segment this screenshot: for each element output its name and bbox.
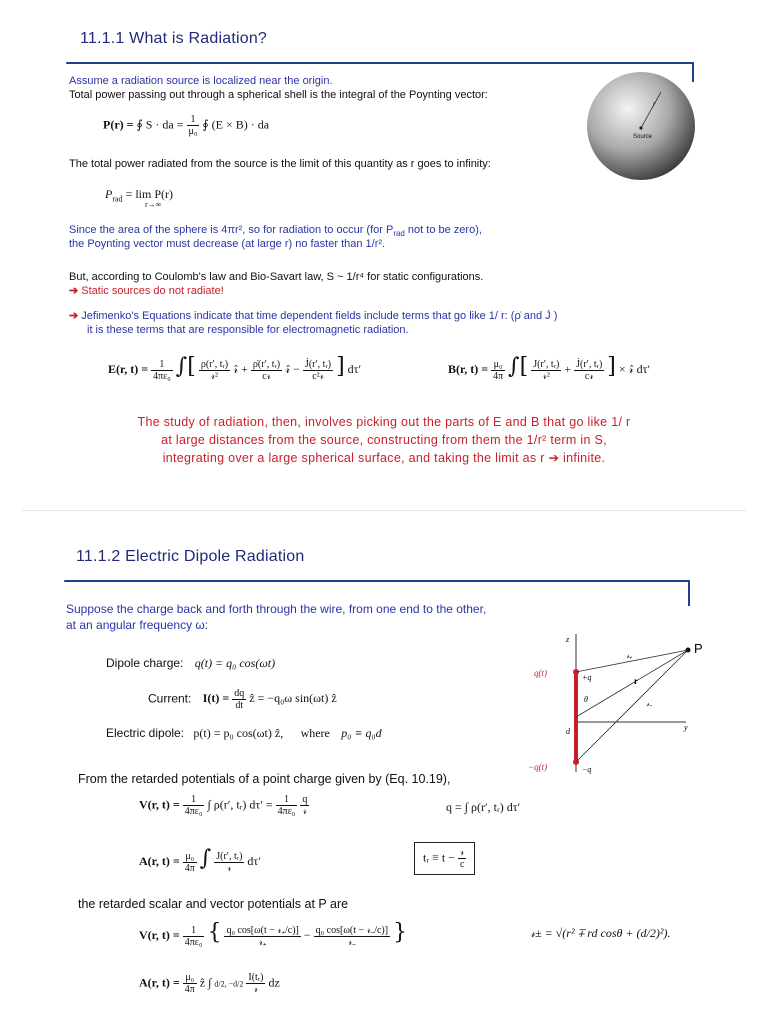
dipole-figure <box>528 630 728 776</box>
section1-title-rule <box>66 62 694 64</box>
section1-title: 11.1.1 What is Radiation? <box>80 30 268 47</box>
intro-line-1: Assume a radiation source is localized near the origin. <box>69 75 333 87</box>
sphere-figure <box>585 70 697 182</box>
equation-power: P(r) = ∮ S · da = $\frac{1}{\text{μ₀}}$ ∮ (E × B) · da <box>103 114 270 137</box>
r-line <box>576 650 688 717</box>
z-axis-label: z <box>566 635 570 644</box>
equation-prad-limit: r→∞ <box>145 200 162 209</box>
equation-V: V(r, t) = $\frac{1}{\text{4πε₀}}$ ∫ ρ(r′, tᵣ) dτ′ = $\frac{1}{\text{4πε₀}}$ $\frac{q}{\text{𝓇}}$ <box>139 794 308 817</box>
area-line-2: the Poynting vector must decrease (at large r) no faster than 1/r². <box>69 238 386 250</box>
static-sources-line: ➔ Static sources do not radiate! <box>69 285 224 297</box>
summary-paragraph <box>40 413 728 467</box>
y-axis-label: y <box>684 723 688 732</box>
summary-line-3: integrating over a large spherical surface, and taking the limit as r ➔ infinite. <box>162 451 606 465</box>
equation-prad: $P_{rad} = \lim P(r)$ <box>105 187 173 204</box>
arrow-icon: ➔ <box>69 285 79 297</box>
r-plus-label: 𝓇₊ <box>626 651 633 660</box>
minus-q-label: −q <box>582 765 592 774</box>
r-label: r <box>634 676 638 686</box>
r-minus-label: 𝓇₋ <box>646 699 653 708</box>
retarded-line: From the retarded potentials of a point charge given by (Eq. 10.19), <box>78 772 451 786</box>
theta-label: θ <box>584 695 588 704</box>
section2-title: 11.1.2 Electric Dipole Radiation <box>76 548 305 565</box>
current-row: Current: I(t) = $\frac{dq}{dt}$ ẑ = −q₀ω sin(ωt) ẑ <box>148 688 337 711</box>
q-plus-label: q(t) <box>534 668 547 678</box>
equation-q-total: q = ∫ ρ(r′, tᵣ) dτ′ <box>446 800 521 814</box>
section2-intro-line-1: Suppose the charge back and forth through the wire, from one end to the other, <box>66 602 487 616</box>
section2-title-rule-tail <box>688 580 690 606</box>
electric-dipole-row: Electric dipole: p(t) = p₀ cos(ωt) ẑ, where p₀ ≡ q₀d <box>106 726 382 740</box>
sphere-source-dot <box>639 126 642 129</box>
plus-q-label: +q <box>582 673 592 682</box>
section2-intro-line-2: at an angular frequency ω: <box>66 618 209 632</box>
sphere-shape <box>587 72 695 180</box>
section2-title-rule <box>64 580 690 582</box>
scalar-vector-line: the retarded scalar and vector potentials at P are <box>78 897 349 911</box>
coulomb-line: But, according to Coulomb's law and Bio-Savart law, S ~ 1/r⁴ for static configurations. <box>69 271 484 283</box>
sphere-source-label: Source <box>633 134 653 140</box>
intro-line-2: Total power passing out through a spherical shell is the integral of the Poynting vector: <box>69 89 488 101</box>
limit-text: The total power radiated from the source is the limit of this quantity as r goes to infinity: <box>69 158 491 170</box>
area-line-1: Since the area of the sphere is 4πr², so for radiation to occur (for $P_{rad}$ not to be zero), <box>69 224 482 239</box>
dipole-charge-row: Dipole charge: q(t) = q₀ cos(ωt) <box>106 656 276 670</box>
sphere-radius-label: r <box>653 100 656 108</box>
jefimenko-line-1: ➔ Jefimenko's Equations indicate that time dependent fields include terms that go like 1/ r: (ρ̇ and J̇ ) <box>69 310 558 322</box>
equation-A-dipole: A(r, t) = $\frac{\text{μ₀}}{4\pi}$ ẑ ∫ d/2, −d/2 $\frac{\text{I(tᵣ)}}{\text{𝓇}}$ dz <box>139 972 280 995</box>
d-label: d <box>566 727 570 736</box>
jefimenko-line-2: it is these terms that are responsible for electromagnetic radiation. <box>87 324 409 336</box>
summary-line-2: at large distances from the source, constructing from them the 1/r² term in S, <box>161 433 607 447</box>
arrow-icon: ➔ <box>69 310 79 322</box>
equation-B-field: B(r, t) = $\frac{\text{μ₀}}{4\pi}$ ∫[ $\frac{\text{J(r′, tᵣ)}}{\text{𝓇²}}$ + $\frac{\text{J̇(r′, tᵣ)}}{\text{c𝓇}}$ ] × 𝓇̂ dτ′ <box>448 354 651 382</box>
page-separator <box>22 510 746 511</box>
equation-r-plus-minus: 𝓇± = √(r² ∓ rd cosθ + (d/2)²). <box>530 926 671 940</box>
equation-A: A(r, t) = $\frac{\text{μ₀}}{4\pi}$ ∫ $\frac{\text{J(r′, tᵣ)}}{\text{𝓇}}$ dτ′ <box>139 846 261 874</box>
q-minus-label: −q(t) <box>528 762 548 772</box>
retarded-time-box: tᵣ ≡ t − $\frac{\text{𝓇}}{c}$ <box>414 842 475 875</box>
r-minus-line <box>576 650 688 762</box>
section2-intro <box>66 601 486 633</box>
point-P-label: P <box>694 641 703 656</box>
equation-V-dipole: V(r, t) = $\frac{1}{\text{4πε₀}}$ { $\frac{\text{q₀ cos[ω(t − 𝓇₊/c)]}}{\text{𝓇₊}}$ − $\frac{\text{q₀ cos[ω(t − 𝓇₋/c)]}}{\text{𝓇₋}}$ } <box>139 920 408 948</box>
point-P <box>686 648 691 653</box>
summary-line-1: The study of radiation, then, involves picking out the parts of E and B that go like 1/ r <box>137 415 631 429</box>
equation-E-field: E(r, t) = $\frac{1}{\text{4πε₀}}$ ∫[ $\frac{\text{ρ(r′, tᵣ)}}{\text{𝓇²}}$ 𝓇̂ + $\frac{\text{ρ̇(r′, tᵣ)}}{\text{c𝓇}}$ 𝓇̂ − $\frac{\text{J̇(r′, tᵣ)}}{\text{c²𝓇}}$ ] dτ′ <box>108 354 362 382</box>
